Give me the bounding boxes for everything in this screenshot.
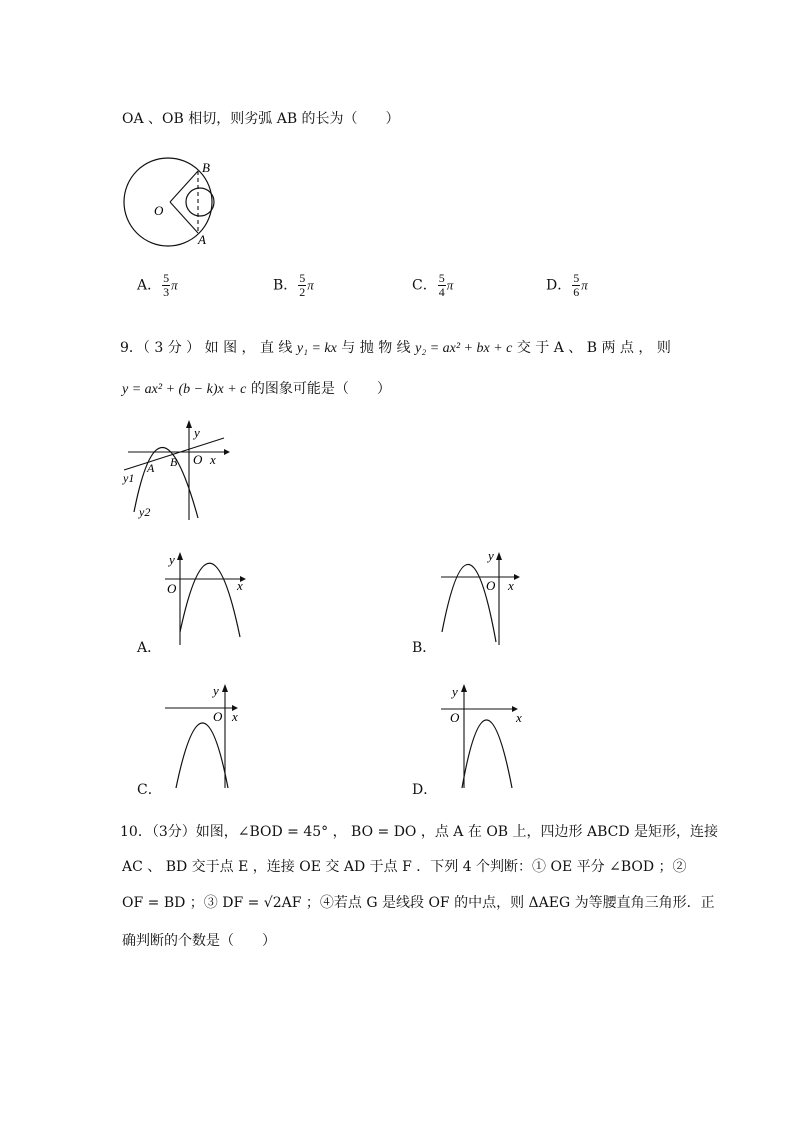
label-o: O <box>486 578 496 593</box>
q8-option-b[interactable] <box>273 272 314 299</box>
q9-text: 的图象可能是（ ） <box>246 381 391 397</box>
label-o: O <box>154 203 164 218</box>
label-x: x <box>516 710 522 725</box>
option-letter: D． <box>546 277 572 294</box>
x-axis-arrow <box>514 574 520 580</box>
pi-symbol: π <box>307 277 314 293</box>
q9-option-c-graph <box>162 680 252 790</box>
q8-circle-figure <box>120 160 230 250</box>
frac-den: 2 <box>299 285 306 299</box>
y-axis-arrow <box>177 552 183 560</box>
q9-option-a-graph <box>160 542 250 647</box>
q8-option-d[interactable] <box>546 272 588 299</box>
label-y: y <box>488 548 494 563</box>
q9-option-b-label[interactable]: B． <box>412 640 437 656</box>
label-x: x <box>237 578 243 593</box>
label-o: O <box>167 581 177 596</box>
label-a: A <box>198 232 206 247</box>
pi-symbol: π <box>446 277 454 293</box>
frac-num: 5 <box>299 271 306 285</box>
q9-option-d-graph <box>438 680 528 790</box>
label-a: A <box>147 461 155 475</box>
q9-line2-equation: y = ax² + (b − k)x + c <box>122 382 247 397</box>
parabola <box>176 723 228 788</box>
label-y: y <box>169 552 175 567</box>
frac-den: 4 <box>438 285 445 299</box>
q9-stem-line2 <box>122 378 391 398</box>
q9-y1-equation: y₁ = kx <box>296 341 337 356</box>
y-axis-arrow <box>461 684 467 692</box>
q10-stem-line1: 10．（3分）如图，∠BOD = 45° ， BO = DO ，点 A 在 OB 上，四边形 ABCD 是矩形，连接 <box>120 824 719 840</box>
q9-stem-line1 <box>120 337 671 357</box>
pi-symbol: π <box>171 277 178 293</box>
label-y: y <box>194 425 200 440</box>
frac-num: 5 <box>163 271 170 285</box>
label-o: O <box>450 710 460 725</box>
label-y1: y1 <box>123 471 135 485</box>
q8-option-a[interactable] <box>137 272 178 299</box>
q9-text: 与 抛 物 线 <box>336 340 416 356</box>
y-axis-arrow <box>222 684 228 692</box>
q9-text: 9．（ 3 分 ） 如 图 ， 直 线 <box>120 340 297 356</box>
q10-stem-line4: 确判断的个数是（ ） <box>122 933 276 949</box>
label-y: y <box>452 684 458 699</box>
q8-option-c[interactable] <box>412 272 453 299</box>
segment-oa <box>170 202 198 233</box>
option-letter: B． <box>273 277 298 294</box>
label-x: x <box>232 709 238 724</box>
frac-den: 3 <box>163 285 170 299</box>
x-axis-arrow <box>224 449 230 455</box>
q9-y2-equation: y₂ = ax² + bx + c <box>415 341 513 356</box>
parabola <box>180 563 240 637</box>
q10-stem-line3: OF = BD ；③ DF = √2AF ；④若点 G 是线段 OF 的中点，则 ΔAEG 为等腰直角三角形．正 <box>122 895 715 911</box>
parabola <box>462 720 512 788</box>
q9-option-d-label[interactable]: D． <box>412 782 438 798</box>
q9-option-b-graph <box>436 542 526 647</box>
y-axis-arrow <box>186 420 192 428</box>
parabola <box>442 564 496 642</box>
pi-symbol: π <box>581 277 588 293</box>
label-b: B <box>202 160 210 175</box>
frac-num: 5 <box>573 271 580 285</box>
segment-ob <box>170 171 198 202</box>
label-o: O <box>213 709 223 724</box>
q9-option-c-label[interactable]: C． <box>137 782 162 798</box>
q9-option-a-label[interactable]: A． <box>137 640 162 656</box>
q10-stem-line2: AC 、 BD 交于点 E ，连接 OE 交 AD 于点 F ．下列 4 个判断：① OE 平分 ∠BOD ；② <box>122 859 687 875</box>
label-b: B <box>170 455 178 469</box>
y-axis-arrow <box>496 552 502 560</box>
option-letter: C． <box>412 277 437 294</box>
label-y: y <box>213 683 219 698</box>
label-y2: y2 <box>139 505 151 519</box>
small-circle <box>186 188 214 216</box>
label-x: x <box>508 578 514 593</box>
label-x: x <box>210 452 216 467</box>
frac-den: 6 <box>573 285 580 299</box>
q8-stem-line: OA 、OB 相切，则劣弧 AB 的长为（ ） <box>122 111 400 127</box>
label-o: O <box>193 452 203 467</box>
option-letter: A． <box>137 277 162 294</box>
q9-text: 交 于 A 、 B 两 点 ， 则 <box>512 340 671 356</box>
q9-main-figure <box>120 420 230 520</box>
frac-num: 5 <box>438 271 445 285</box>
